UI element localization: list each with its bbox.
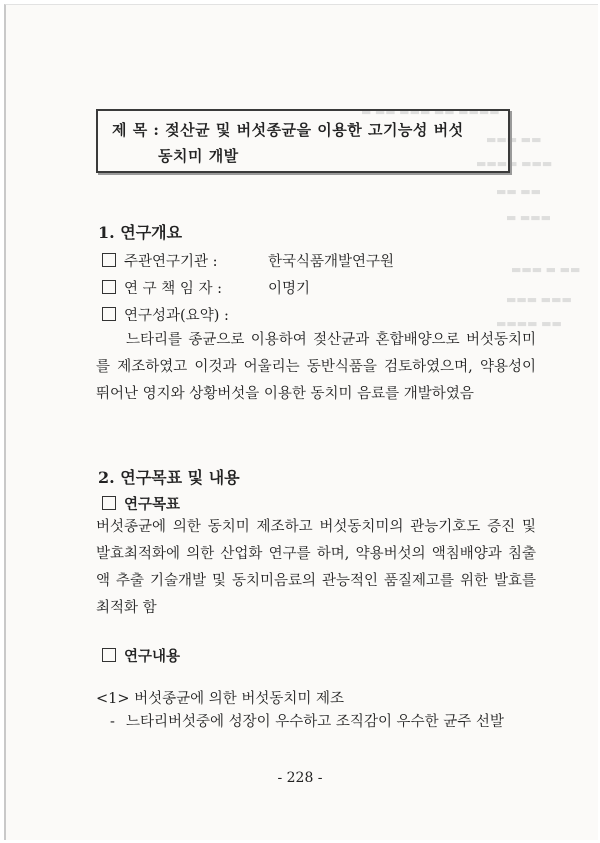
goal-heading [102, 493, 180, 514]
section2-heading: 2. 연구목표 및 내용 [98, 468, 240, 487]
checkbox-icon [102, 307, 116, 321]
info-row-results [102, 304, 229, 325]
info-label: 연 구 책 임 자 : [124, 281, 222, 297]
content-label: 연구내용 [124, 648, 181, 665]
title-line-2: 동치미 개발 [158, 147, 239, 165]
bleed-through-mark: ▬ ▬▬▬ [506, 211, 552, 224]
checkbox-icon [102, 280, 116, 294]
bleed-through-mark: ▬▬▬ ▬▬ [486, 133, 542, 146]
dash-item-text: 느타리버섯중에 성장이 우수하고 조직감이 우수한 균주 선발 [126, 714, 504, 730]
info-row-researcher [102, 277, 310, 298]
bleed-through-mark: ▬▬ ▬▬ [496, 185, 542, 198]
content-list-item: <1> 버섯종균에 의한 버섯동치미 제조 [96, 691, 345, 707]
bleed-through-mark: ▬▬▬▬ ▬▬▬ [476, 157, 553, 170]
info-row-organization [102, 250, 394, 271]
info-label: 연구성과(요약) : [124, 308, 229, 324]
section1-heading: 1. 연구개요 [98, 223, 183, 242]
dash-bullet: - [110, 714, 115, 730]
bleed-through-mark: ▬▬▬ ▬▬▬ [506, 293, 572, 306]
content-dash-item [110, 708, 536, 736]
title-box [96, 109, 510, 173]
info-label: 주관연구기관 : [124, 254, 218, 270]
bleed-through-mark: ▬ ▬▬ ▬▬▬ ▬▬ ▬▬▬▬ [361, 105, 500, 118]
bleed-through-mark: ▬▬▬▬ ▬▬ [496, 317, 562, 330]
info-value: 이명기 [268, 281, 311, 297]
page-number: - 228 - [277, 770, 323, 786]
checkbox-icon [102, 496, 116, 510]
content-heading [102, 645, 180, 666]
checkbox-icon [102, 253, 116, 267]
summary-paragraph: 느타리를 종균으로 이용하여 젖산균과 혼합배양으로 버섯동치미를 제조하였고 이것과 어울리는 동반식품을 검토하였으며, 약용성이 뛰어난 영지와 상황버섯을 이용한 동치미 음료를 개발하였음 [96, 332, 536, 402]
goal-label: 연구목표 [124, 496, 181, 513]
goal-paragraph: 버섯종균에 의한 동치미 제조하고 버섯동치미의 관능기호도 증진 및 발효최적화에 의한 산업화 연구를 하며, 약용버섯의 액침배양과 침출액 추출 기술개발 및 동치미음료의 관능적인 품질제고를 위한 발효를 최적화 함 [96, 519, 536, 616]
checkbox-icon [102, 648, 116, 662]
document-page [4, 4, 598, 840]
bleed-through-mark: ▬▬▬ ▬ ▬▬ [511, 263, 581, 276]
info-value: 한국식품개발연구원 [268, 254, 395, 270]
title-line-1: 제 목 : 젖산균 및 버섯종균을 이용한 고기능성 버섯 [112, 121, 464, 139]
